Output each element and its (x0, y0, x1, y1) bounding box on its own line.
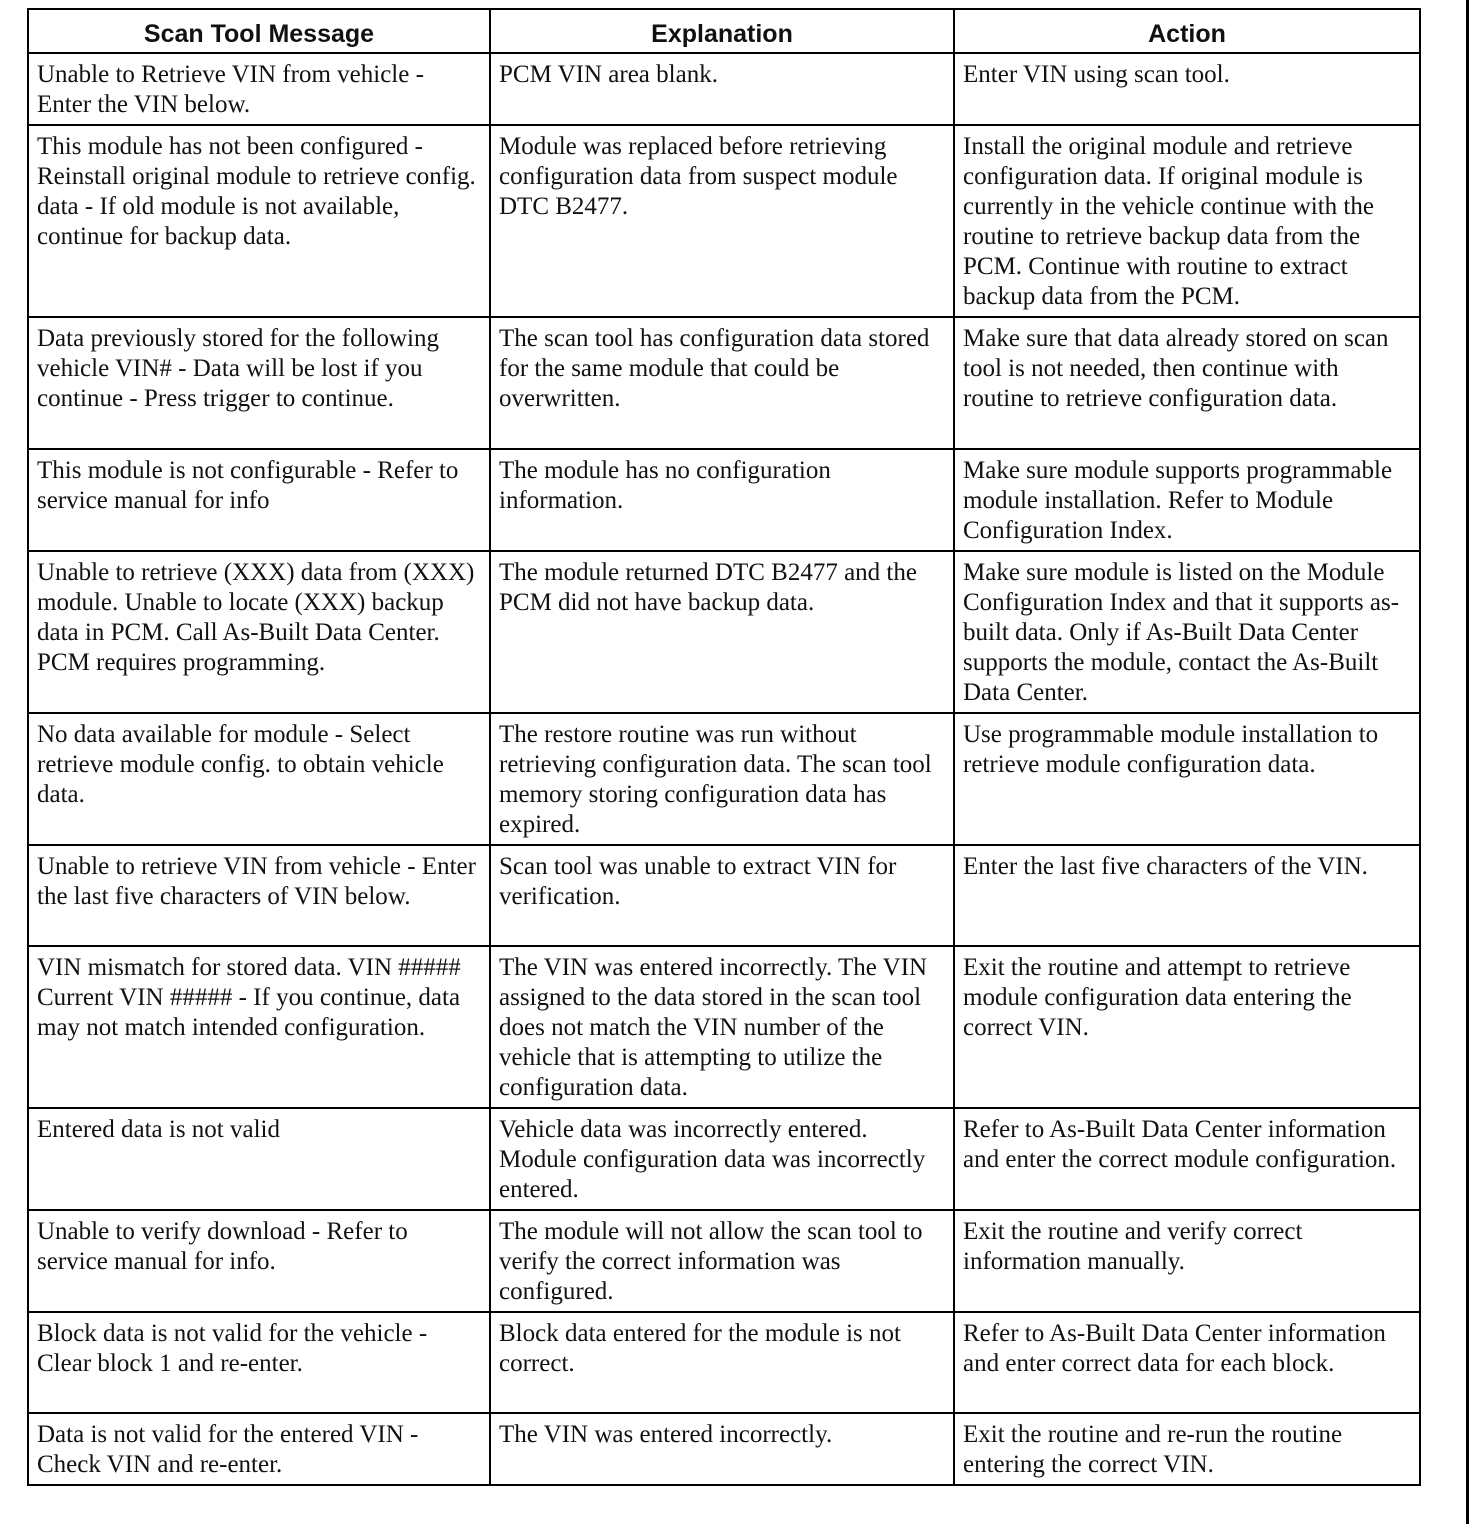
table-row (28, 53, 1420, 125)
table-row (28, 449, 1420, 551)
action-cell: Enter the last five characters of the VIN. (954, 845, 1420, 946)
action-cell: Make sure that data already stored on scan tool is not needed, then continue with routine to retrieve configuration data. (954, 317, 1420, 449)
action-cell: Enter VIN using scan tool. (954, 53, 1420, 125)
action-cell: Exit the routine and attempt to retrieve module configuration data entering the correct VIN. (954, 946, 1420, 1108)
message-cell: Unable to retrieve (XXX) data from (XXX) module. Unable to locate (XXX) backup data in PCM. Call As-Built Data Center. PCM requires programming. (28, 551, 490, 713)
message-cell: VIN mismatch for stored data. VIN ##### Current VIN ##### - If you continue, data may not match intended configuration. (28, 946, 490, 1108)
table-row (28, 1108, 1420, 1210)
table-row (28, 1312, 1420, 1413)
action-cell: Refer to As-Built Data Center information and enter correct data for each block. (954, 1312, 1420, 1413)
explanation-cell: The restore routine was run without retrieving configuration data. The scan tool memory storing configuration data has expired. (490, 713, 954, 845)
message-cell: Unable to retrieve VIN from vehicle - Enter the last five characters of VIN below. (28, 845, 490, 946)
explanation-cell: Scan tool was unable to extract VIN for verification. (490, 845, 954, 946)
explanation-cell: PCM VIN area blank. (490, 53, 954, 125)
action-cell: Exit the routine and re-run the routine entering the correct VIN. (954, 1413, 1420, 1485)
explanation-cell: Block data entered for the module is not correct. (490, 1312, 954, 1413)
header-scan-tool-message: Scan Tool Message (28, 9, 490, 53)
table-row (28, 551, 1420, 713)
table-row (28, 125, 1420, 317)
explanation-cell: The scan tool has configuration data stored for the same module that could be overwritten. (490, 317, 954, 449)
message-cell: This module is not configurable - Refer to service manual for info (28, 449, 490, 551)
explanation-cell: Module was replaced before retrieving configuration data from suspect module DTC B2477. (490, 125, 954, 317)
message-cell: Data is not valid for the entered VIN - Check VIN and re-enter. (28, 1413, 490, 1485)
table-row (28, 946, 1420, 1108)
message-cell: This module has not been configured - Reinstall original module to retrieve config. data - If old module is not available, continue for backup data. (28, 125, 490, 317)
action-cell: Make sure module is listed on the Module Configuration Index and that it supports as-built data. Only if As-Built Data Center supports the module, contact the As-Built Data Center. (954, 551, 1420, 713)
explanation-cell: The VIN was entered incorrectly. (490, 1413, 954, 1485)
action-cell: Refer to As-Built Data Center information and enter the correct module configuration. (954, 1108, 1420, 1210)
message-cell: Data previously stored for the following vehicle VIN# - Data will be lost if you continue - Press trigger to continue. (28, 317, 490, 449)
message-cell: Unable to verify download - Refer to service manual for info. (28, 1210, 490, 1312)
table-row (28, 1413, 1420, 1485)
table-row (28, 713, 1420, 845)
explanation-cell: The module returned DTC B2477 and the PCM did not have backup data. (490, 551, 954, 713)
action-cell: Install the original module and retrieve configuration data. If original module is currently in the vehicle continue with the routine to retrieve backup data from the PCM. Continue with routine to extract backup data from the PCM. (954, 125, 1420, 317)
action-cell: Make sure module supports programmable module installation. Refer to Module Configuration Index. (954, 449, 1420, 551)
explanation-cell: Vehicle data was incorrectly entered. Module configuration data was incorrectly entered. (490, 1108, 954, 1210)
header-action: Action (954, 9, 1420, 53)
message-cell: Block data is not valid for the vehicle - Clear block 1 and re-enter. (28, 1312, 490, 1413)
message-cell: No data available for module - Select retrieve module config. to obtain vehicle data. (28, 713, 490, 845)
explanation-cell: The module will not allow the scan tool to verify the correct information was configured. (490, 1210, 954, 1312)
header-explanation: Explanation (490, 9, 954, 53)
table-header-row (28, 9, 1420, 53)
message-cell: Unable to Retrieve VIN from vehicle - Enter the VIN below. (28, 53, 490, 125)
table-row (28, 845, 1420, 946)
table-row (28, 317, 1420, 449)
message-cell: Entered data is not valid (28, 1108, 490, 1210)
action-cell: Use programmable module installation to retrieve module configuration data. (954, 713, 1420, 845)
scan-tool-message-table (27, 8, 1421, 1486)
table-row (28, 1210, 1420, 1312)
action-cell: Exit the routine and verify correct information manually. (954, 1210, 1420, 1312)
explanation-cell: The module has no configuration information. (490, 449, 954, 551)
page-edge-line (1466, 0, 1469, 1524)
explanation-cell: The VIN was entered incorrectly. The VIN assigned to the data stored in the scan tool does not match the VIN number of the vehicle that is attempting to utilize the configuration data. (490, 946, 954, 1108)
